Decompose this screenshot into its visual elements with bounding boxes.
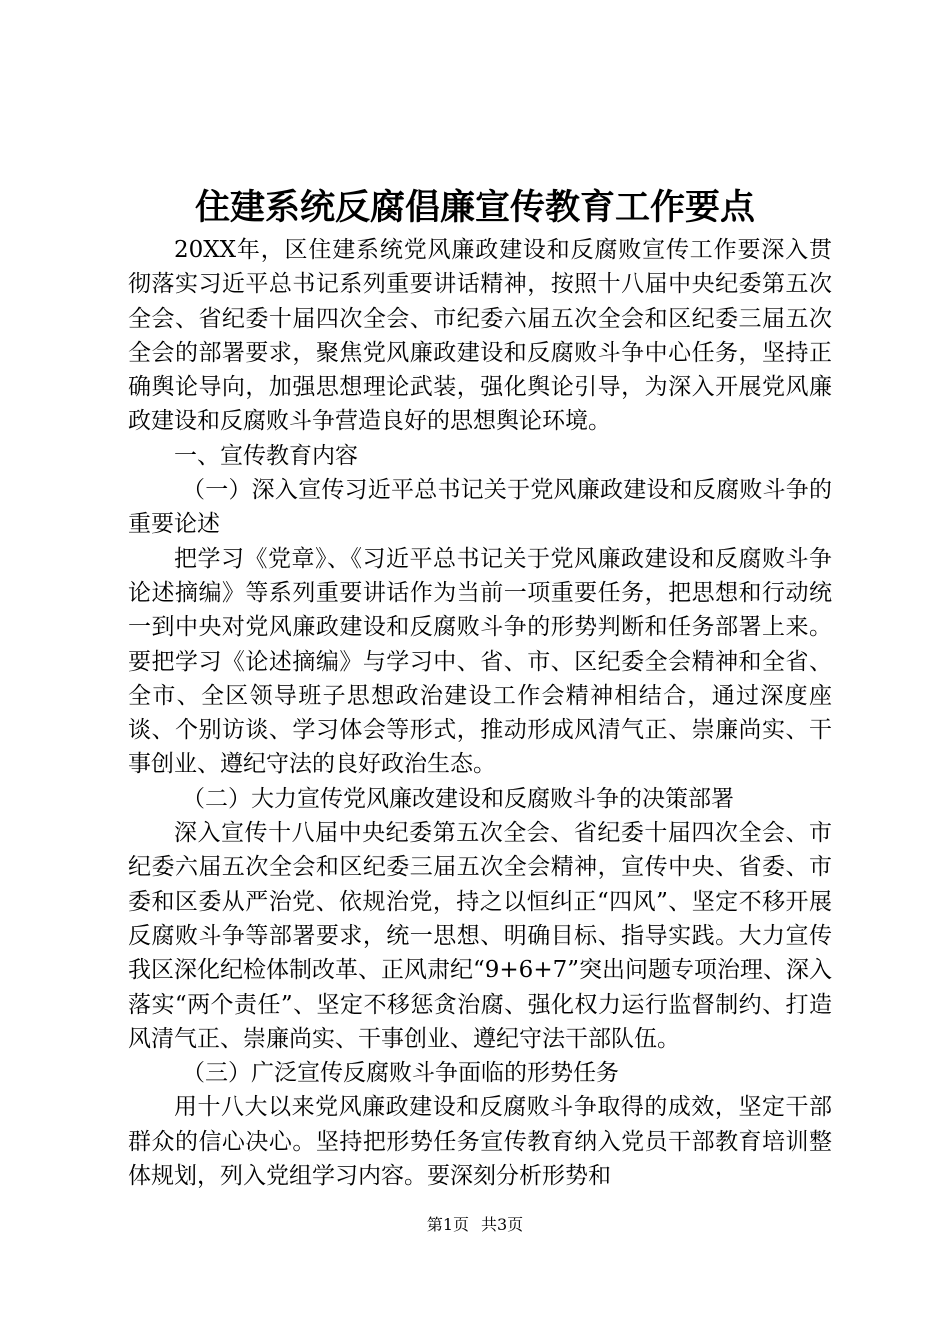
- subsection-heading-2: （二）大力宣传党风廉改建设和反腐败斗争的决策部署: [182, 785, 734, 812]
- subsection-2-paragraph: 深入宣传十八届中央纪委第五次全会、省纪委十届四次全会、市纪委六届五次全会和区纪委三届五次全会精神，宣传中央、省委、市委和区委从严治党、依规治党，持之以恒纠正“四风”、坚定不移开展反腐败斗争等部署要求，统一思想、明确目标、指导实践。大力宣传我区深化纪检体制改革、正风肃纪“9+6+7”突出问题专项治理、深入落实“两个责任”、坚定不移惩贪治腐、强化权力运行监督制约、打造风清气正、崇廉尚实、干事创业、遵纪守法干部队伍。: [128, 820, 832, 1052]
- subsection-heading-3: （三）广泛宣传反腐败斗争面临的形势任务: [182, 1060, 619, 1087]
- subsection-3-paragraph: 用十八大以来党风廉政建设和反腐败斗争取得的成效，坚定干部群众的信心决心。坚持把形势任务宣传教育纳入党员干部教育培训整体规划，列入党组学习内容。要深刻分析形势和: [128, 1094, 832, 1190]
- page-total: 共3页: [481, 1215, 524, 1234]
- page-footer: [0, 1215, 950, 1235]
- subsection-1-paragraph: 把学习《党章》、《习近平总书记关于党风廉政建设和反腐败斗争论述摘编》等系列重要讲话作为当前一项重要任务，把思想和行动统一到中央对党风廉政建设和反腐败斗争的形势判断和任务部署上来。要把学习《论述摘编》与学习中、省、市、区纪委全会精神和全省、全市、全区领导班子思想政治建设工作会精神相结合，通过深度座谈、个别访谈、学习体会等形式，推动形成风清气正、崇廉尚实、干事创业、遵纪守法的良好政治生态。: [128, 545, 832, 778]
- page-number: 第1页: [426, 1215, 469, 1234]
- section-heading-1: 一、宣传教育内容: [174, 442, 358, 469]
- subsection-heading-1: （一）深入宣传习近平总书记关于党风廉政建设和反腐败斗争的重要论述: [128, 477, 832, 538]
- document-body: [128, 233, 832, 1193]
- intro-paragraph: 20XX年，区住建系统党风廉政建设和反腐败宣传工作要深入贯彻落实习近平总书记系列重要讲话精神，按照十八届中央纪委第五次全会、省纪委十届四次全会、市纪委六届五次全会和区纪委三届五次全会的部署要求，聚焦党风廉政建设和反腐败斗争中心任务，坚持正确舆论导向，加强思想理论武装，强化舆论引导，为深入开展党风廉政建设和反腐败斗争营造良好的思想舆论环境。: [128, 237, 832, 435]
- document-title: 住建系统反腐倡廉宣传教育工作要点: [194, 187, 755, 228]
